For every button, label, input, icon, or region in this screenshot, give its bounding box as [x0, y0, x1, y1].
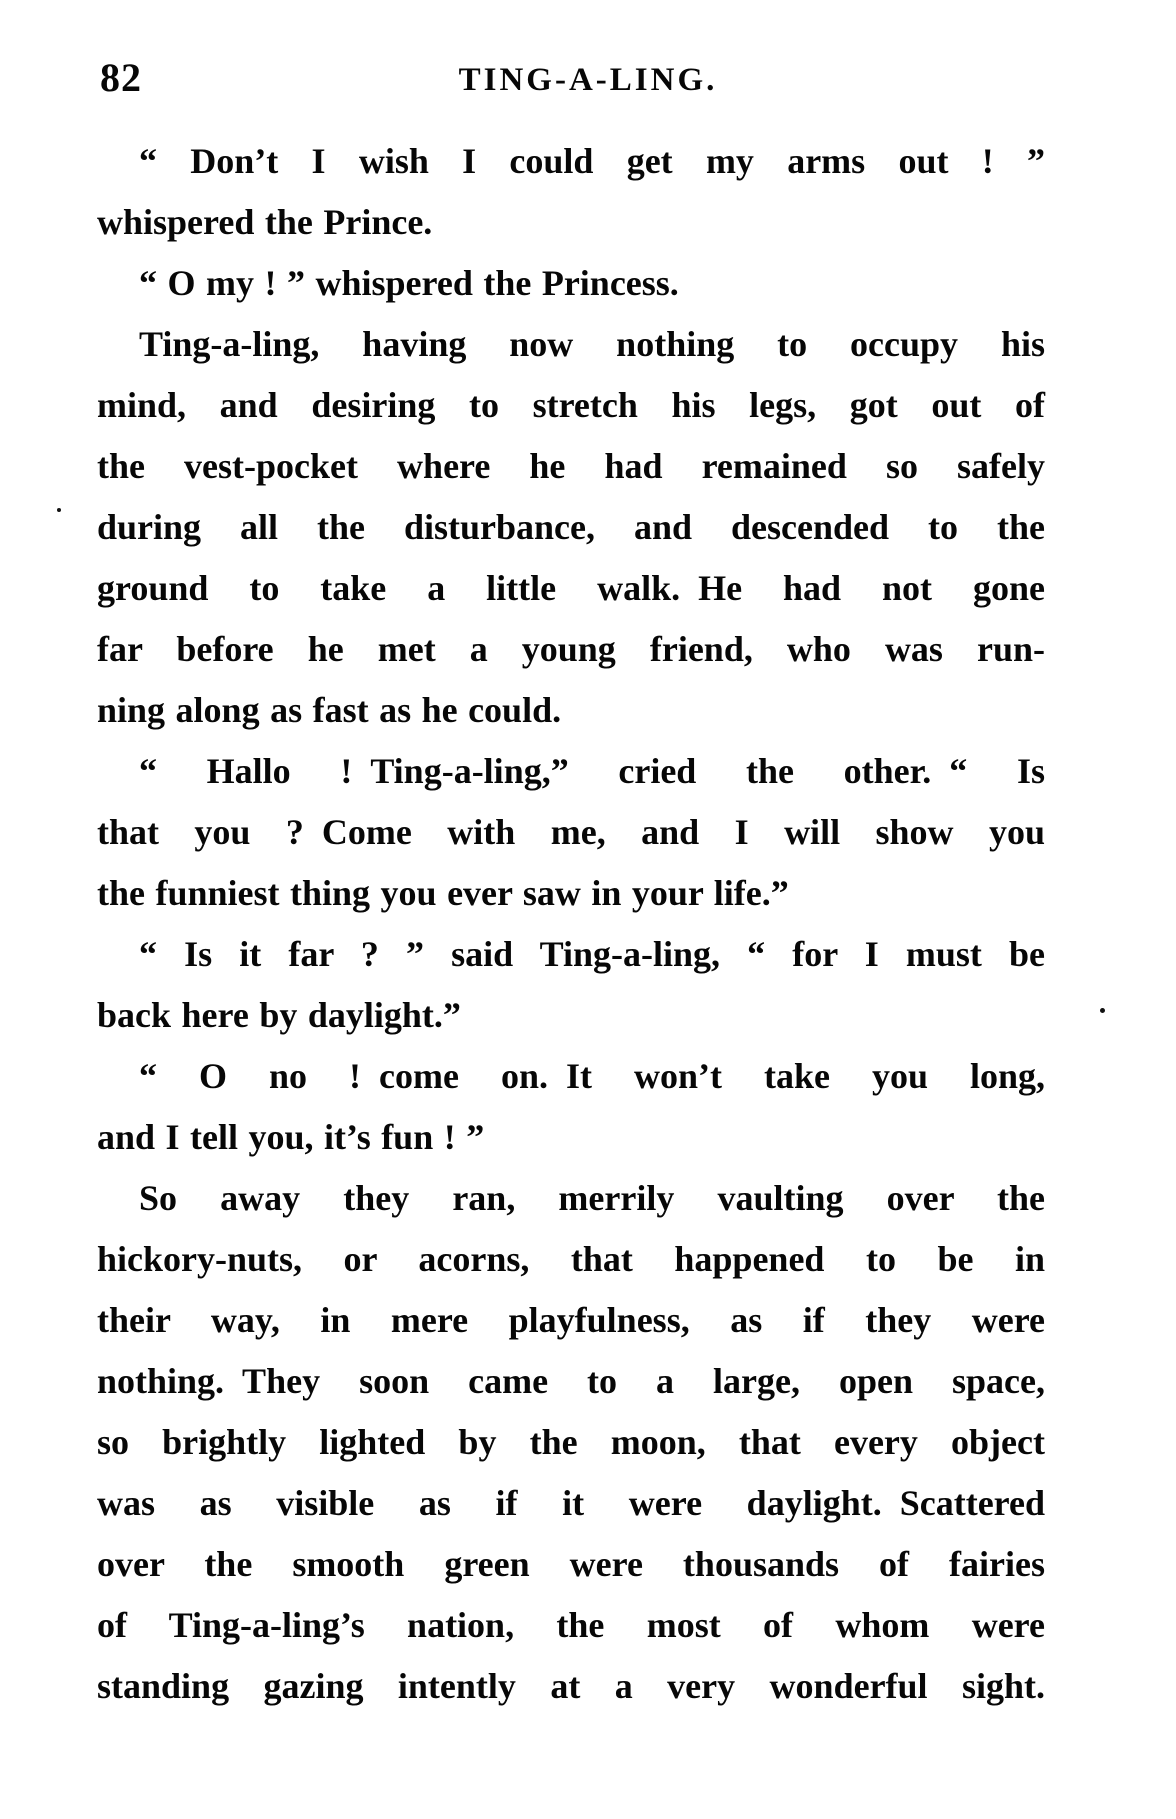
text-line: nothing. They soon came to a large, open space, [97, 1361, 1045, 1401]
running-title: TING-A-LING. [458, 62, 718, 98]
text-line: during all the disturbance, and descended to the [97, 507, 1045, 547]
text-line: standing gazing intently at a very wonderful sight. [97, 1666, 1045, 1706]
text-line: over the smooth green were thousands of fairies [97, 1544, 1045, 1584]
text-line: “ O no ! come on. It won’t take you long, [139, 1056, 1045, 1096]
text-line: “ Don’t I wish I could get my arms out ! ” [139, 141, 1045, 181]
paragraph [97, 741, 1045, 924]
text-line: the funniest thing you ever saw in your life.” [97, 873, 789, 913]
text-line: whispered the Prince. [97, 202, 433, 242]
text-line: hickory-nuts, or acorns, that happened to be in [97, 1239, 1045, 1279]
text-line: and I tell you, it’s fun ! ” [97, 1117, 485, 1157]
text-line: their way, in mere playfulness, as if they were [97, 1300, 1045, 1340]
text-line: So away they ran, merrily vaulting over the [139, 1178, 1045, 1218]
text-line: far before he met a young friend, who was run- [97, 629, 1045, 669]
paragraph [97, 253, 1045, 314]
text-line: ground to take a little walk. He had not gone [97, 568, 1045, 608]
text-line: “ O my ! ” whispered the Princess. [139, 263, 679, 303]
paragraph [97, 1046, 1045, 1168]
text-line: Ting-a-ling, having now nothing to occupy his [139, 324, 1045, 364]
text-line: mind, and desiring to stretch his legs, got out of [97, 385, 1045, 425]
text-line: that you ? Come with me, and I will show you [97, 812, 1045, 852]
scan-speck [57, 508, 61, 512]
text-line: back here by daylight.” [97, 995, 461, 1035]
text-line: “ Hallo ! Ting-a-ling,” cried the other. “ Is [139, 751, 1045, 791]
text-line: was as visible as if it were daylight. Scattered [97, 1483, 1045, 1523]
text-line: so brightly lighted by the moon, that every object [97, 1422, 1045, 1462]
body-text [97, 131, 1045, 1717]
paragraph [97, 131, 1045, 253]
text-line: ning along as fast as he could. [97, 690, 562, 730]
text-line: of Ting-a-ling’s nation, the most of whom were [97, 1605, 1045, 1645]
text-line: the vest-pocket where he had remained so safely [97, 446, 1045, 486]
paragraph [97, 1168, 1045, 1717]
scan-speck [1100, 1008, 1105, 1013]
paragraph [97, 924, 1045, 1046]
page-number: 82 [100, 55, 142, 100]
text-line: “ Is it far ? ” said Ting-a-ling, “ for I must be [139, 934, 1045, 974]
paragraph [97, 314, 1045, 741]
